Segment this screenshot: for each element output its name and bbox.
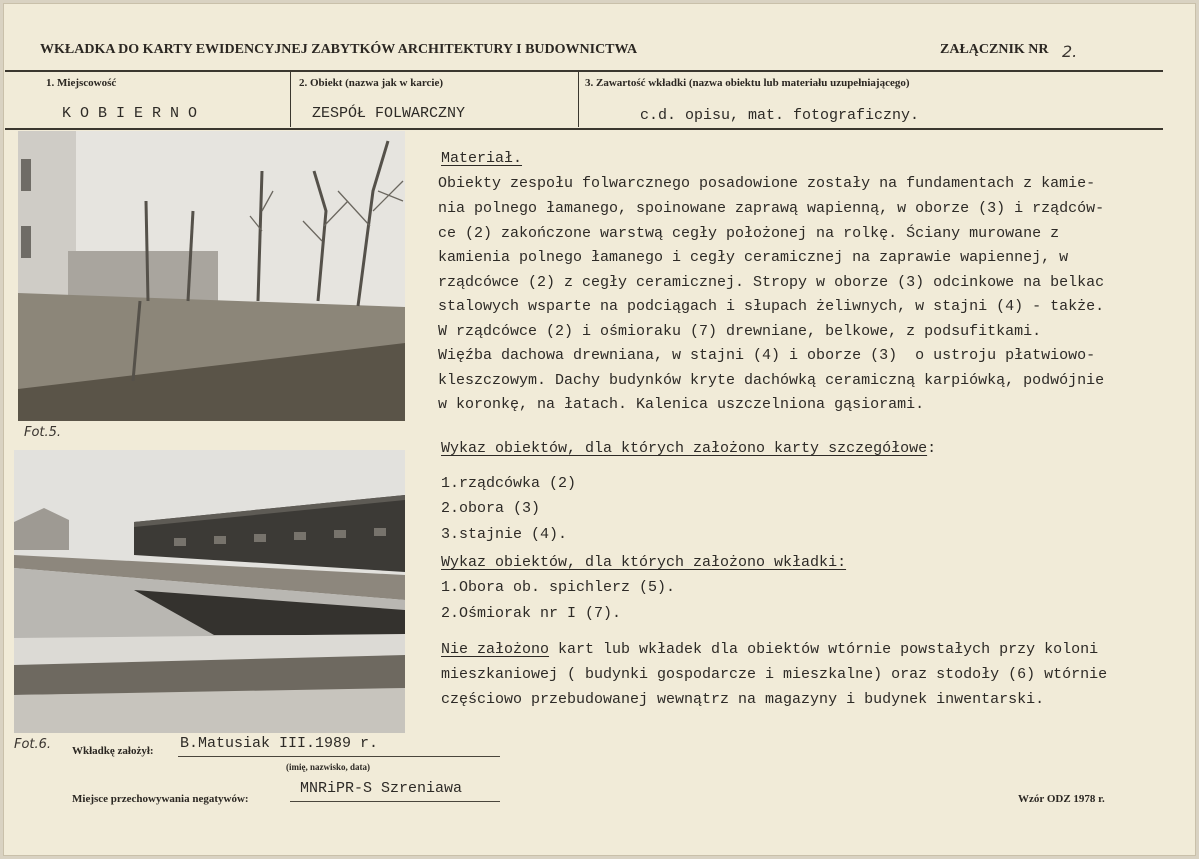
note-lead: Nie założono — [441, 641, 550, 658]
storage-label: Miejsce przechowywania negatywów: — [72, 793, 249, 805]
insert-item: 2.Ośmiorak nr I (7). — [441, 605, 622, 622]
note-line-2: mieszkaniowej ( budynki gospodarcze i mieszkalne) oraz stodoły (6) wtórnie — [441, 666, 1108, 683]
divider — [5, 70, 1163, 72]
author-hint: (imię, nazwisko, data) — [286, 762, 370, 772]
material-line: Obiekty zespołu folwarcznego posadowione zostały na fundamentach z kamie- — [438, 175, 1096, 192]
annex-label: ZAŁĄCZNIK NR — [940, 42, 1049, 57]
storage-value: MNRiPR-S Szreniawa — [300, 780, 463, 797]
material-line: W rządcówce (2) i ośmioraku (7) drewniane, belkowe, z podsufitkami. — [438, 323, 1042, 340]
author-signature-line — [178, 756, 500, 757]
photo-caption-fot6: Fot.6. — [14, 737, 52, 752]
photo-fot5-image — [18, 131, 405, 421]
photo-fot5 — [18, 131, 405, 421]
storage-signature-line — [290, 801, 500, 802]
insert-item: 1.Obora ob. spichlerz (5). — [441, 579, 676, 596]
detailed-cards-heading-row — [441, 440, 936, 457]
note-line-1 — [441, 641, 1098, 658]
object-value: ZESPÓŁ FOLWARCZNY — [312, 105, 466, 122]
form-version: Wzór ODZ 1978 r. — [1018, 793, 1105, 805]
inserts-heading: Wykaz obiektów, dla których założono wkładki: — [441, 554, 847, 571]
material-line: kamienia polnego łamanego i cegły ceramicznej na zaprawie wapiennej, w — [438, 249, 1069, 266]
author-label: Wkładkę założył: — [72, 745, 154, 757]
divider — [5, 128, 1163, 130]
detailed-cards-colon: : — [927, 440, 937, 457]
author-value: B.Matusiak III.1989 r. — [180, 735, 379, 752]
object-label: 2. Obiekt (nazwa jak w karcie) — [299, 77, 444, 89]
note-line1-rest: kart lub wkładek dla obiektów wtórnie powstałych przy koloni — [549, 641, 1099, 658]
location-value: K O B I E R N O — [62, 105, 198, 122]
detailed-card-item: 3.stajnie (4). — [441, 526, 568, 543]
photo-fot6-image — [14, 450, 405, 733]
material-line: nia polnego łamanego, spoinowane zaprawą wapienną, w oborze (3) i rządców- — [438, 200, 1105, 217]
photo-caption-fot5: Fot.5. — [24, 425, 62, 440]
content-value: c.d. opisu, mat. fotograficzny. — [640, 107, 920, 124]
content-label: 3. Zawartość wkładki (nazwa obiektu lub materiału uzupełniającego) — [585, 77, 910, 89]
detailed-card-item: 1.rządcówka (2) — [441, 475, 577, 492]
card-title: WKŁADKA DO KARTY EWIDENCYJNEJ ZABYTKÓW ARCHITEKTURY I BUDOWNICTWA — [40, 42, 638, 57]
location-label: 1. Miejscowość — [46, 77, 117, 89]
detailed-cards-heading: Wykaz obiektów, dla których założono karty szczegółowe — [441, 440, 928, 457]
photo-fot6 — [14, 450, 405, 733]
divider — [578, 72, 579, 127]
material-heading: Materiał. — [441, 150, 523, 167]
material-line: Więźba dachowa drewniana, w stajni (4) i oborze (3) o ustroju płatwiowo- — [438, 347, 1096, 364]
material-line: kleszczowym. Dachy budynków kryte dachówką ceramiczną karpiówką, podwójnie — [438, 372, 1105, 389]
material-line: stalowych wsparte na podciągach i słupach żeliwnych, w stajni (4) - także. — [438, 298, 1105, 315]
note-line-3: częściowo przebudowanej wewnątrz na magazyny i budynek inwentarski. — [441, 691, 1045, 708]
material-line: w koronkę, na łatach. Kalenica uszczelniona gąsiorami. — [438, 396, 925, 413]
material-line: rządcówce (2) z cegły ceramicznej. Stropy w oborze (3) odcinkowe na belkac — [438, 274, 1105, 291]
detailed-card-item: 2.obora (3) — [441, 500, 541, 517]
annex-number: 2. — [1062, 42, 1078, 61]
divider — [290, 72, 291, 127]
material-line: ce (2) zakończone warstwą cegły położonej na rolkę. Ściany murowane z — [438, 225, 1060, 242]
